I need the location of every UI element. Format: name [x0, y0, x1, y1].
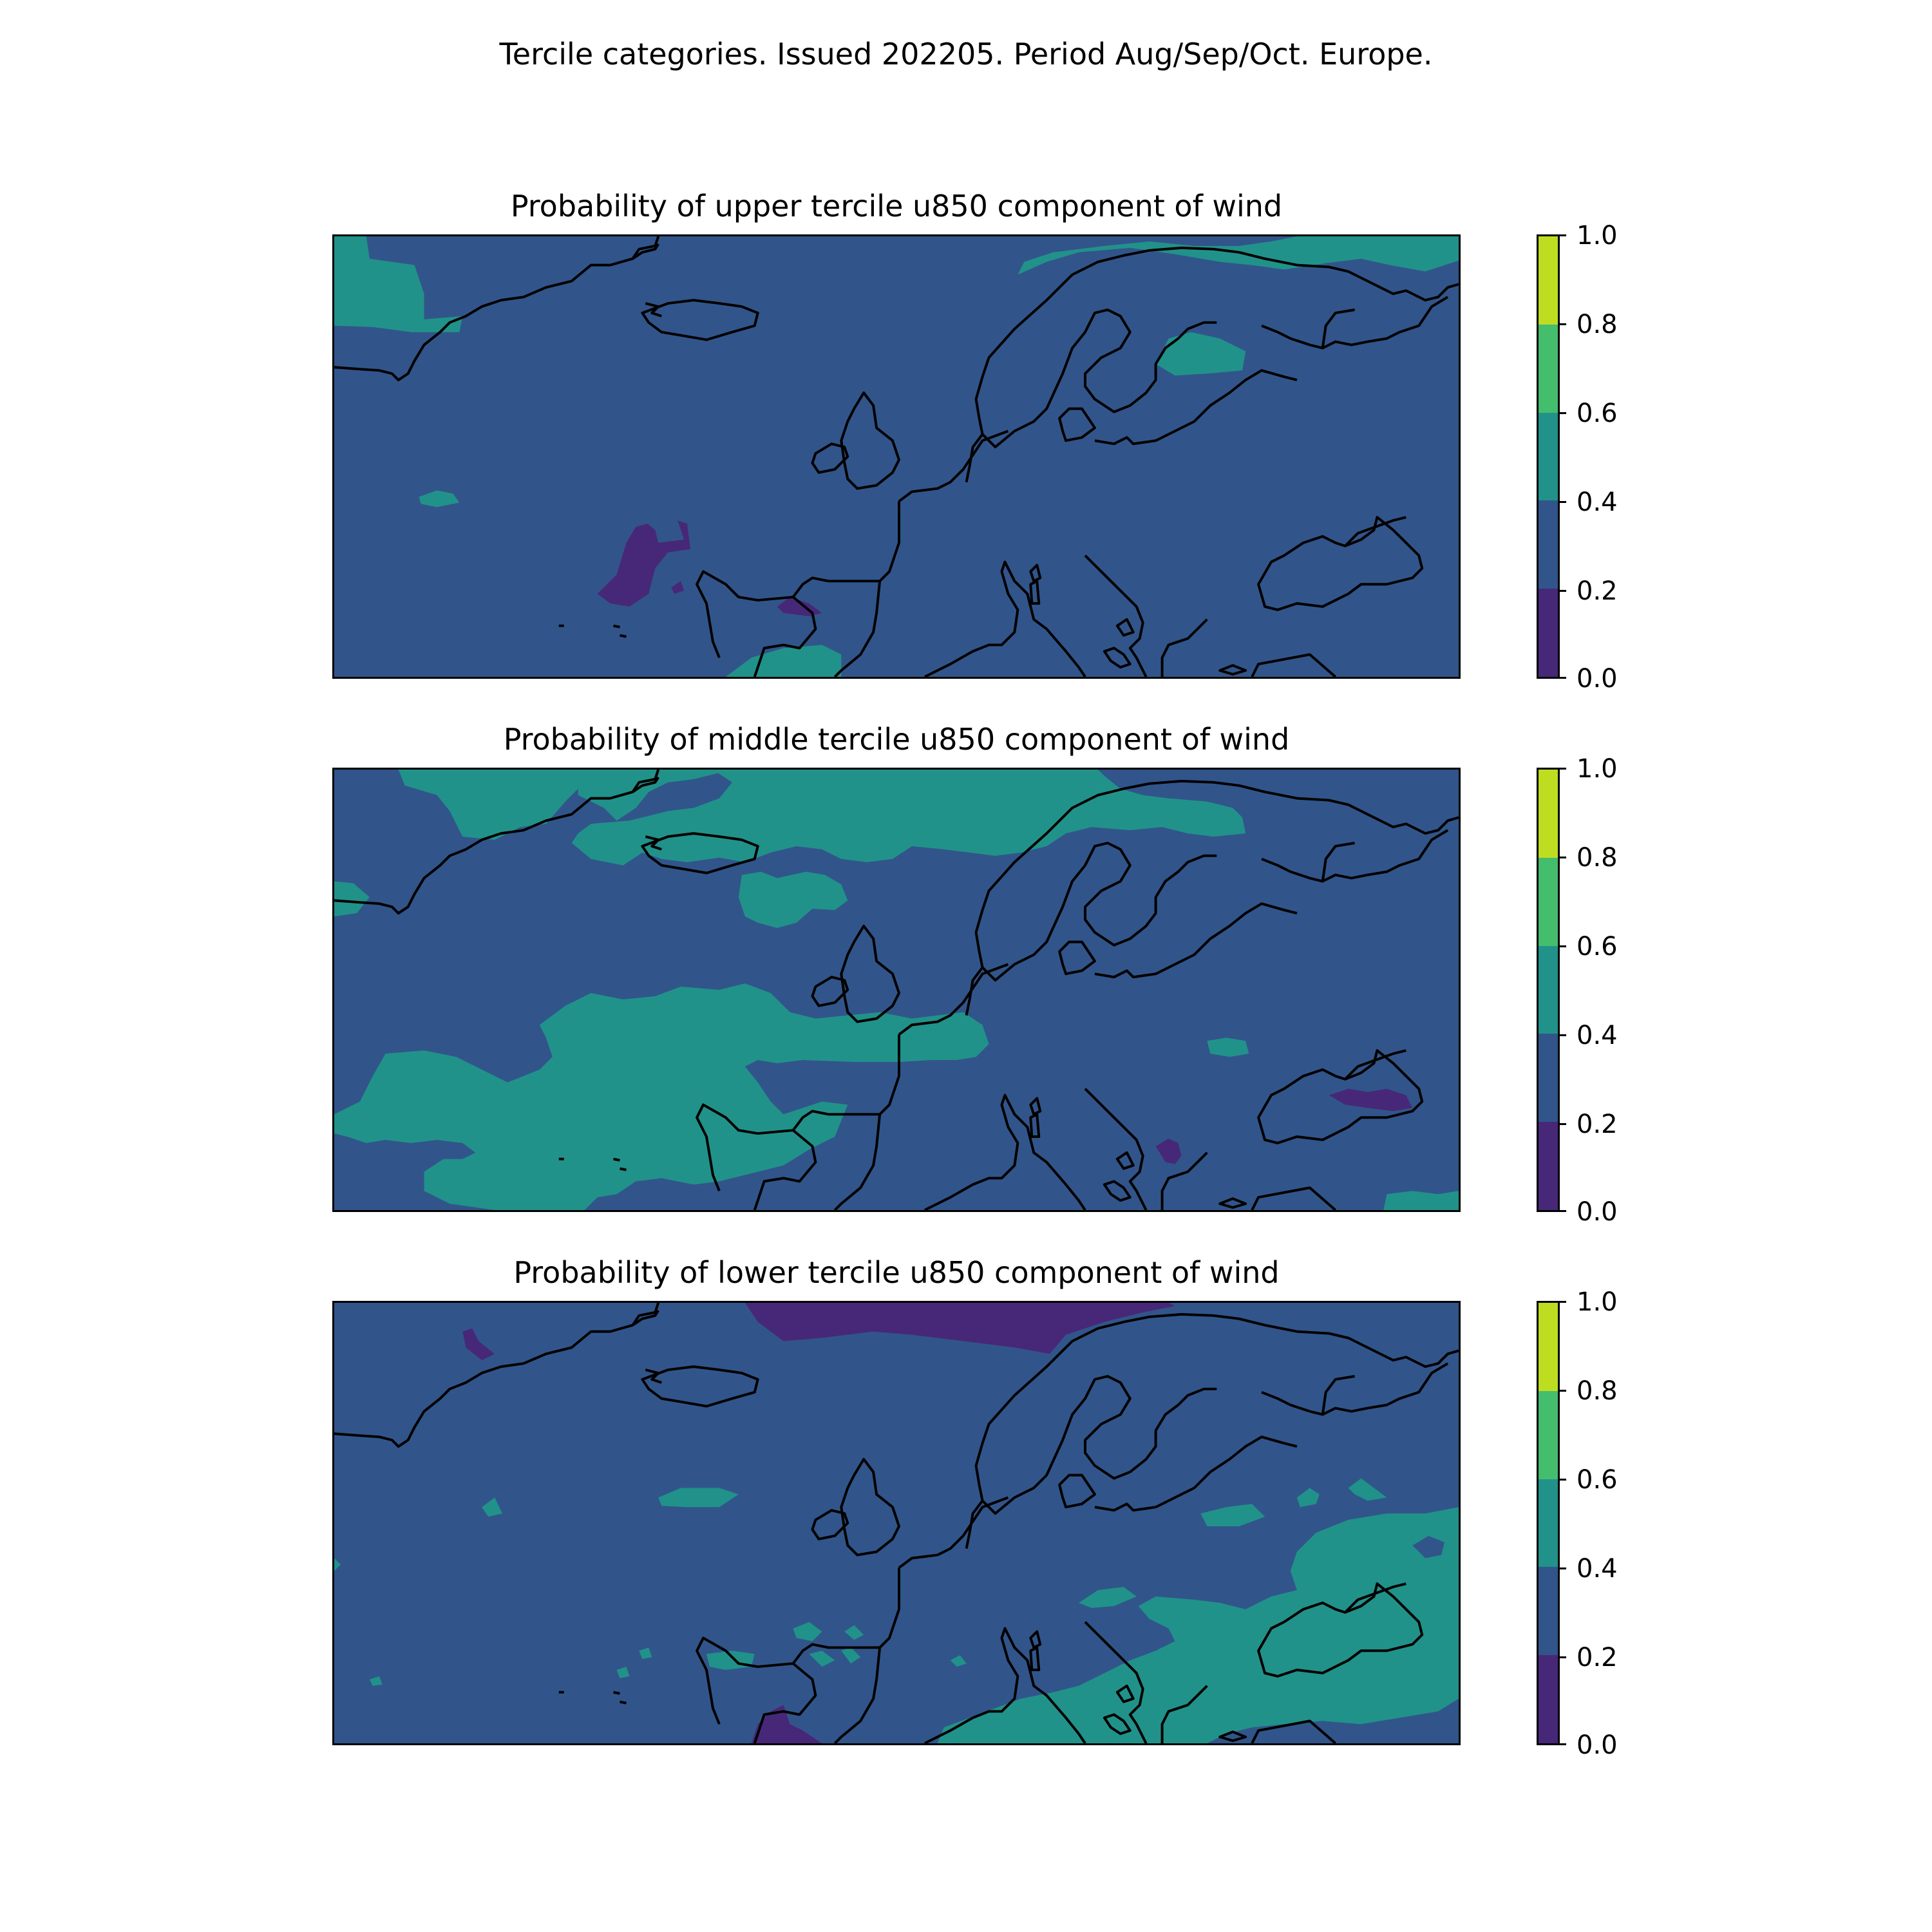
colorbar-tick-label: 0.6 — [1577, 1465, 1618, 1495]
colorbar-tick-label: 1.0 — [1577, 754, 1618, 784]
colorbar-tick-label: 0.2 — [1577, 576, 1618, 606]
panel-title-upper: Probability of upper tercile u850 component of wind — [510, 189, 1283, 223]
colorbar-tick-label: 0.6 — [1577, 399, 1618, 428]
coastline — [334, 236, 1459, 677]
probability-0.0-0.2 — [1156, 1089, 1413, 1164]
colorbar-lower — [1537, 1301, 1560, 1745]
colorbar-tick-label: 0.0 — [1577, 1730, 1618, 1760]
colorbar-tick-label: 0.0 — [1577, 664, 1618, 694]
colorbar-tick-label: 0.4 — [1577, 1554, 1618, 1584]
colorbar-tick-label: 0.8 — [1577, 1376, 1618, 1406]
colorbar-tick-label: 0.8 — [1577, 310, 1618, 339]
colorbar-tick-label: 0.8 — [1577, 843, 1618, 873]
colorbar-tick-label: 0.2 — [1577, 1643, 1618, 1672]
colorbar-upper — [1537, 234, 1560, 679]
map-middle — [332, 768, 1461, 1212]
probability-0.0-0.2 — [462, 1303, 1175, 1743]
colorbar-tick-label: 0.4 — [1577, 1021, 1618, 1050]
map-upper — [332, 234, 1461, 679]
colorbar-middle — [1537, 768, 1560, 1212]
panel-title-lower: Probability of lower tercile u850 component of wind — [513, 1255, 1280, 1290]
colorbar-tick-label: 1.0 — [1577, 1287, 1618, 1317]
probability-0.0-0.2 — [598, 520, 822, 616]
panel-title-middle: Probability of middle tercile u850 component of wind — [503, 722, 1290, 757]
colorbar-tick-label: 0.0 — [1577, 1197, 1618, 1227]
probability-0.4-0.6 — [334, 236, 1459, 677]
colorbar-tick-label: 0.2 — [1577, 1110, 1618, 1139]
colorbar-tick-label: 0.6 — [1577, 932, 1618, 961]
figure-title: Tercile categories. Issued 202205. Period Aug/Sep/Oct. Europe. — [499, 37, 1433, 71]
map-lower — [332, 1301, 1461, 1745]
probability-0.4-0.6 — [334, 770, 1459, 1210]
colorbar-tick-label: 1.0 — [1577, 221, 1618, 251]
colorbar-tick-label: 0.4 — [1577, 488, 1618, 517]
